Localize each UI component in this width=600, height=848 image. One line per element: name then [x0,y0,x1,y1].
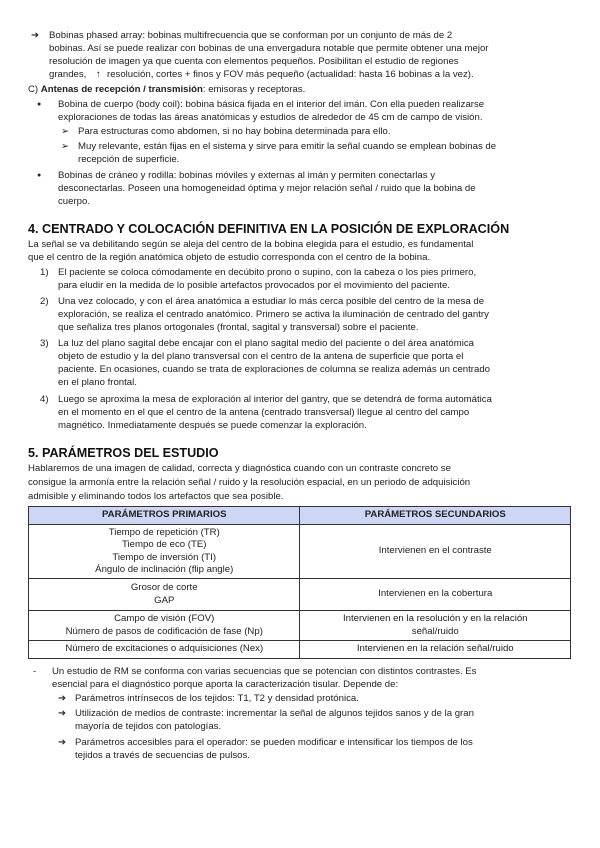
body-coil-sub-2a: Muy relevante, están fijas en el sistema y sirve para emitir la señal cuando se emplean bobinas de [78,141,497,152]
item-3-line-2: objeto de estudio y la del plano transversal con el centro de la antena de superficie que porta el [58,351,464,362]
cell-line: Número de pasos de codificación de fase (Np) [65,625,263,637]
dash-bullet: - [33,666,37,677]
body-coil-sub-2b: recepción de superficie. [78,154,180,165]
cell-line: Ángulo de inclinación (flip angle) [95,563,234,575]
arrow-bullet-icon: ➔ [58,693,67,704]
item-2-line-1: Una vez colocado, y con el área anatómica a estudiar lo más cerca posible del centro de la mesa de [58,296,485,307]
antenas-bold: Antenas de recepción / transmisión [40,84,203,95]
cell-line: Número de excitaciones o adquisiciones (Nex) [65,643,264,655]
arrow-item-2-line-2: mayoría de tejidos con patologías. [75,721,222,732]
item-3-line-1: La luz del plano sagital debe encajar con el plano sagital medio del paciente o del área anatómica [58,338,475,349]
section-4-title: 4. CENTRADO Y COLOCACIÓN DEFINITIVA EN LA POSICIÓN DE EXPLORACIÓN [28,222,510,236]
phased-line-4b: resolución, cortes + finos y FOV más pequeño (actualidad: hasta 16 bobinas a la vez). [107,69,474,80]
item-number: 4) [40,394,49,405]
item-4-line-3: magnético. Inmediatamente después se puede comenzar la exploración. [58,420,367,431]
section-4-intro-1: La señal se va debilitando según se aleja del centro de la bobina elegida para el estudio, es fundamental [28,239,474,250]
bullet-icon: ● [37,101,42,108]
cell-line: Grosor de corte [130,582,198,594]
dash-item-line-1: Un estudio de RM se conforma con varias secuencias que se potencian con distintos contrastes. Es [52,666,477,677]
table-row [29,641,571,659]
cell-line: Tiempo de inversión (TI) [112,551,217,563]
arrow-bullet-icon: ➔ [31,30,40,41]
header-primary: PARÁMETROS PRIMARIOS [29,507,300,525]
parameters-table [28,506,571,659]
item-3-line-4: en el plano frontal. [58,377,137,388]
section-4-intro-2: que el centro de la región anatómica objeto de estudio corresponda con el centro de la bobina. [28,252,431,263]
cell-line: Tiempo de eco (TE) [122,539,207,551]
table-cell-secondary [300,611,571,641]
item-4-line-2: en el momento en el que el centro de la antena (centrado transversal) llegue al centro del campo [58,407,470,418]
table-row [29,611,571,641]
antenas-label: C) [28,84,41,95]
arrow-item-1: Parámetros intrínsecos de los tejidos: T1, T2 y densidad protónica. [75,693,359,704]
body-coil-line-2: exploraciones de todas las áreas anatómicas y estudios de alrededor de 45 cm de campo de visión. [58,112,483,123]
arrow-item-3-line-2: tejidos a través de secuencias de pulsos. [75,750,250,761]
item-number: 1) [40,267,49,278]
table-row [29,525,571,579]
skull-line-3: cuerpo. [58,196,90,207]
arrow-item-3-line-1: Parámetros accesibles para el operador: se pueden modificar e intensificar los tiempos de los [75,737,473,748]
table-header-row [29,507,571,525]
table-cell-primary [29,611,300,641]
item-1-line-1: El paciente se coloca cómodamente en decúbito prono o supino, con la cabeza o los pies primero, [58,267,477,278]
up-arrow-icon: ↑ [96,69,101,80]
table-cell-secondary [300,641,571,659]
antenas-heading [28,83,305,96]
phased-line-4a: grandes, [49,69,87,80]
dash-item-line-2: esencial para el diagnóstico porque aporta la caracterización tisular. Depende de: [52,679,399,690]
phased-line-2: bobinas. Así se puede realizar con bobinas de una envergadura notable que permite obtener una mejor [49,43,489,54]
item-3-line-3: paciente. En ocasiones, cuando se trata de exploraciones de columna se realiza además un centrado [58,364,490,375]
item-2-line-2: exploración, se realiza el centrado anatómico. Primero se activa la iluminación de centrado del gantry [58,309,489,320]
item-2-line-3: que señaliza tres planos ortogonales (frontal, sagital y transversal) sobre el paciente. [58,322,419,333]
cell-line: GAP [154,594,175,606]
bullet-icon: ● [37,172,42,179]
table-cell-secondary [300,525,571,579]
table-cell-primary [29,579,300,611]
cell-line: señal/ruido [411,625,459,637]
cell-line: Campo de visión (FOV) [114,613,215,625]
item-4-line-1: Luego se aproxima la mesa de exploración al interior del gantry, que se detendrá de forma automática [58,394,492,405]
body-coil-sub-1: Para estructuras como abdomen, si no hay bobina determinada para ello. [78,126,391,137]
cell-line: Intervienen en la cobertura [378,588,493,600]
phased-line-3: resolución de imagen ya que cuenta con elementos pequeños. Posibilitan el estudio de regiones [49,56,459,67]
arrow-item-2-line-1: Utilización de medios de contraste: incrementar la señal de algunos tejidos sanos y de la gran [75,708,474,719]
cell-line: Intervienen en el contraste [378,545,492,557]
arrow-bullet-icon: ➔ [58,708,67,719]
item-number: 2) [40,296,49,307]
sub-arrow-icon: ➢ [61,141,70,152]
body-coil-line-1: Bobina de cuerpo (body coil): bobina básica fijada en el interior del imán. Con ella pueden realizarse [58,99,485,110]
skull-line-1: Bobinas de cráneo y rodilla: bobinas móviles y externas al imán y permiten conectarlas y [58,170,436,181]
section-5-title: 5. PARÁMETROS DEL ESTUDIO [28,446,219,460]
item-number: 3) [40,338,49,349]
phased-line-1: Bobinas phased array: bobinas multifrecuencia que se conforman por un conjunto de más de 2 [49,30,453,41]
skull-line-2: desconectarlas. Poseen una homogeneidad óptima y mejor relación señal / ruido que la bobina de [58,183,476,194]
table-cell-primary [29,641,300,659]
item-1-line-2: para eludir en la medida de lo posible artefactos provocados por el movimiento del paciente. [58,280,450,291]
arrow-bullet-icon: ➔ [58,737,67,748]
section-5-intro-1: Hablaremos de una imagen de calidad, correcta y diagnóstica cuando con un contraste concreto se [28,463,451,474]
section-5-intro-2: consigue la armonía entre la relación señal / ruido y la resolución espacial, en un periodo de adquisición [28,477,471,488]
sub-arrow-icon: ➢ [61,126,70,137]
header-secondary: PARÁMETROS SECUNDARIOS [300,507,571,525]
cell-line: Intervienen en la relación señal/ruido [356,643,514,655]
antenas-rest: : emisoras y receptoras. [202,84,306,95]
table-row [29,579,571,611]
section-5-intro-3: admisible y eliminando todos los artefactos que sea posible. [28,491,284,502]
cell-line: Intervienen en la resolución y en la relación [342,613,528,625]
cell-line: Tiempo de repetición (TR) [108,527,220,539]
table-cell-secondary [300,579,571,611]
table-cell-primary [29,525,300,579]
